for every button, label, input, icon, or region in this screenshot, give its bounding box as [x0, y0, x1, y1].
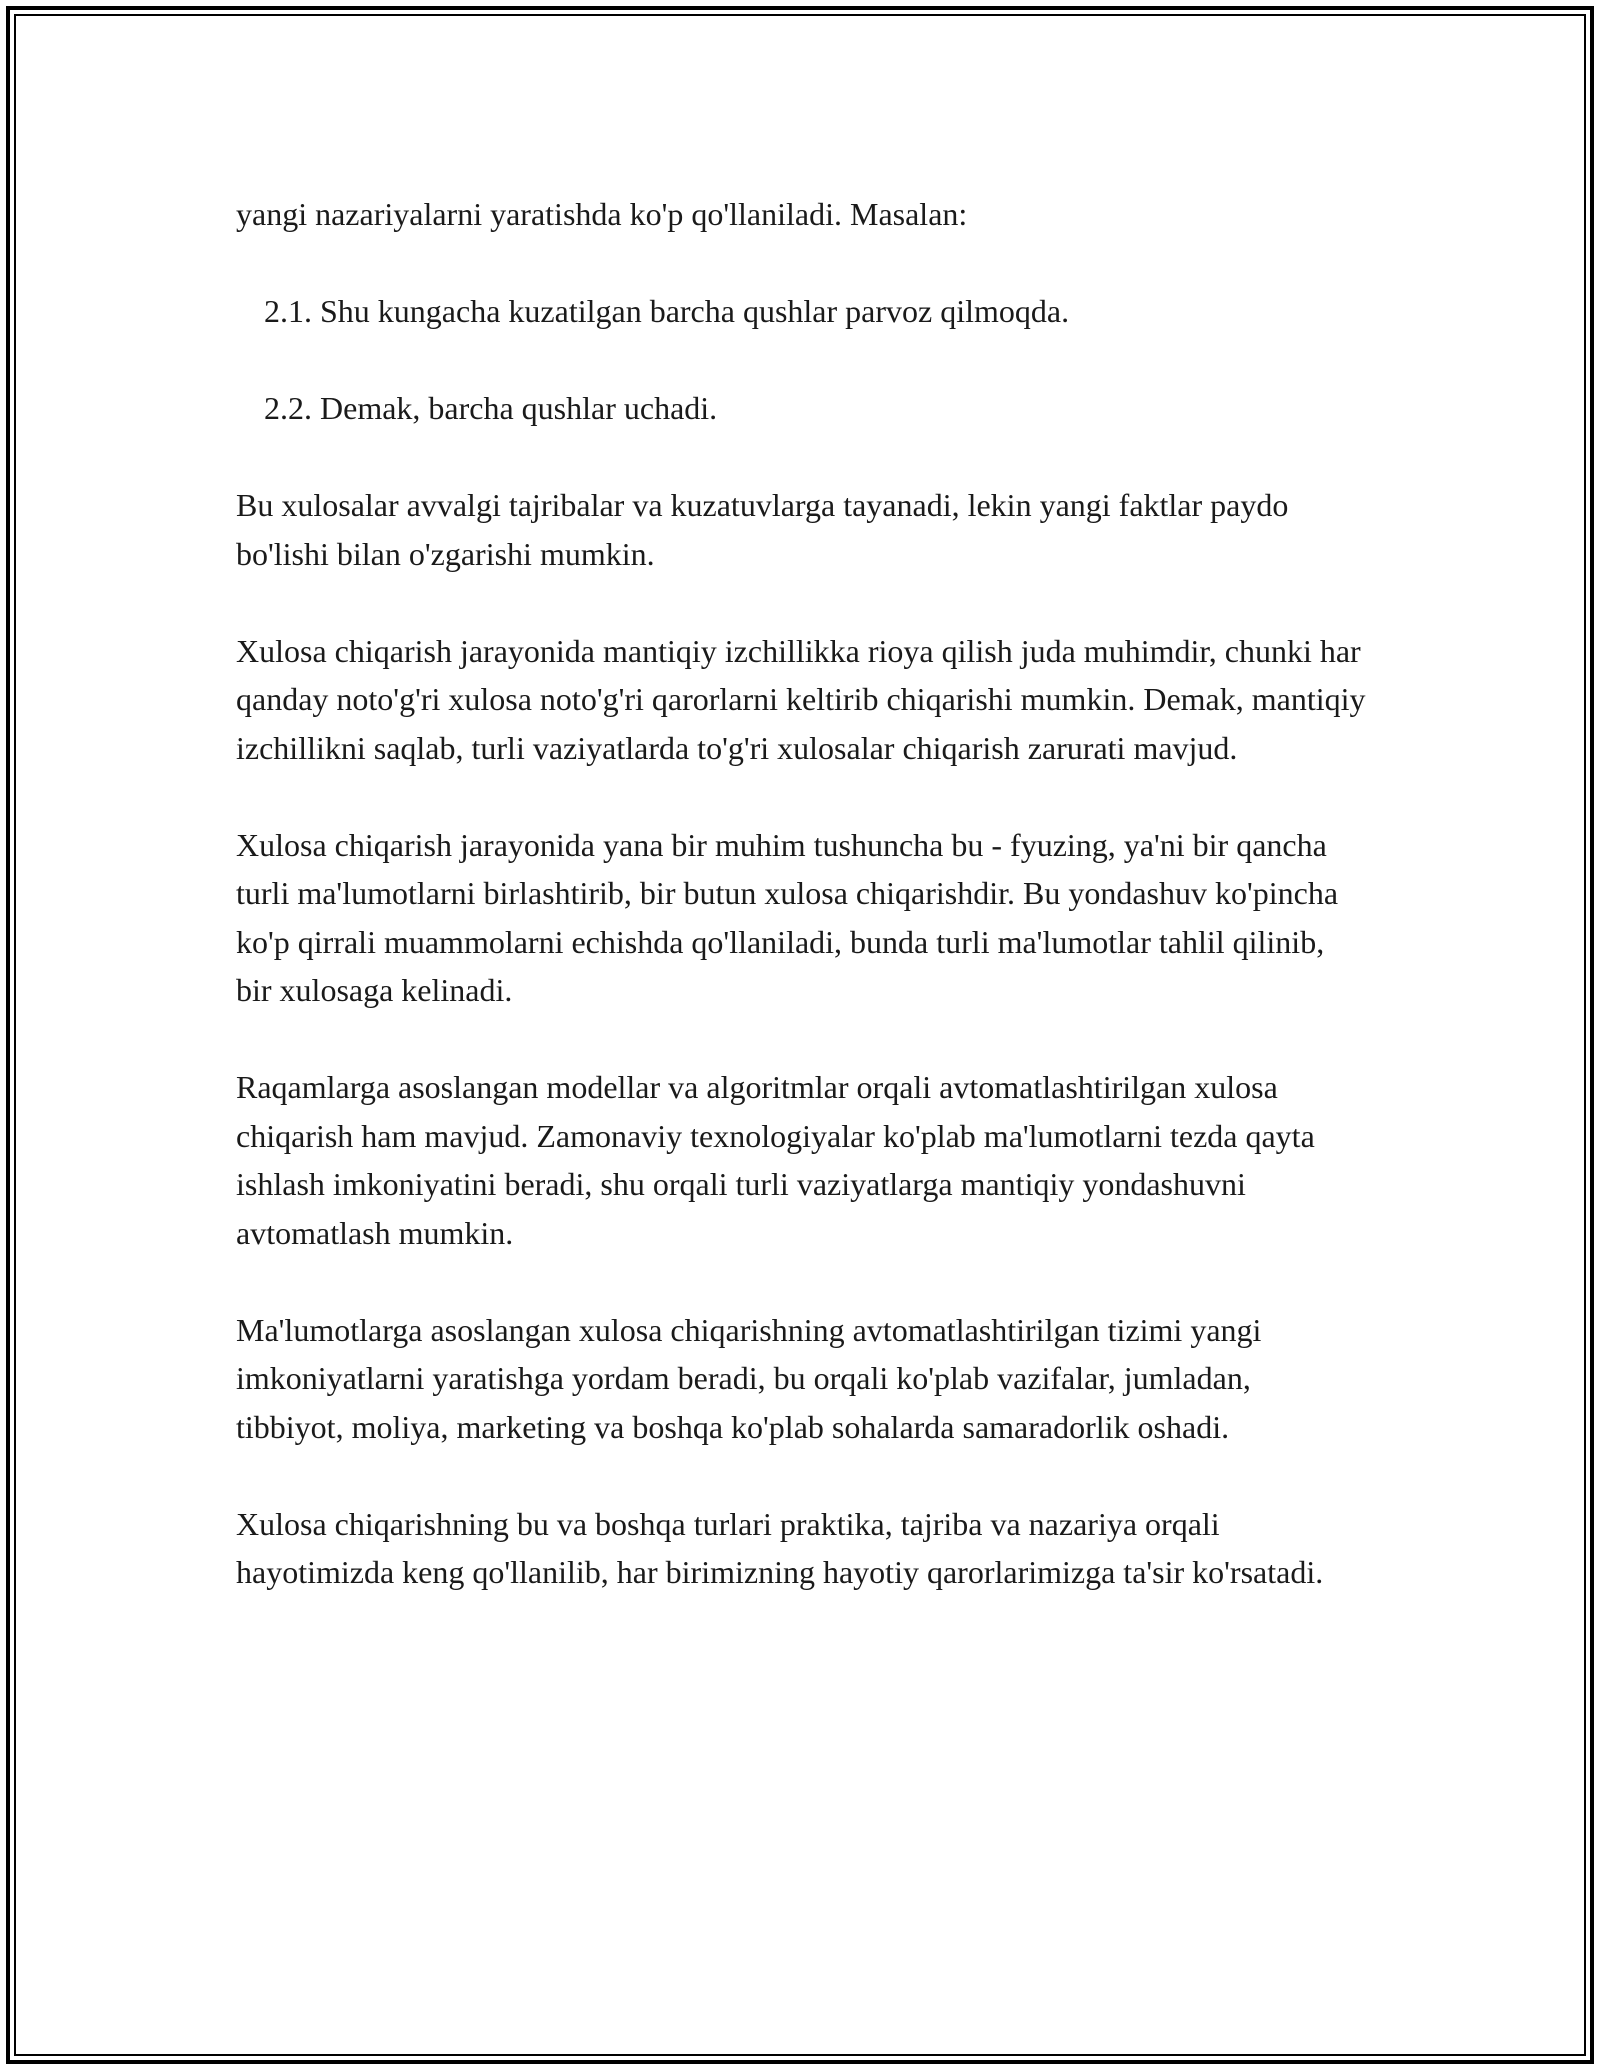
paragraph-4: Raqamlarga asoslangan modellar va algoritmlar orqali avtomatlashtirilgan xulosa chiqarish ham mavjud. Zamonaviy texnologiyalar ko'plab ma'lumotlarni tezda qayta ishlash imkoniyatini beradi, shu orqali turli vaziyatlarga mantiqiy yondashuvni avtomatlash mumkin. — [236, 1069, 1315, 1251]
paragraph-intro: yangi nazariyalarni yaratishda ko'p qo'llaniladi. Masalan: — [236, 196, 968, 232]
list-item-2-2: 2.2. Demak, barcha qushlar uchadi. — [264, 390, 718, 426]
paragraph-2: Xulosa chiqarish jarayonida mantiqiy izchillikka rioya qilish juda muhimdir, chunki har qanday noto'g'ri xulosa noto'g'ri qarorlarni keltirib chiqarishi mumkin. Demak, mantiqiy izchillikni saqlab, turli vaziyatlarda to'g'ri xulosalar chiqarish zarurati mavjud. — [236, 632, 1366, 766]
document-body — [236, 190, 1366, 1645]
paragraph-5: Ma'lumotlarga asoslangan xulosa chiqarishning avtomatlashtirilgan tizimi yangi imkoniyatlarni yaratishga yordam beradi, bu orqali ko'plab vazifalar, jumladan, tibbiyot, moliya, marketing va boshqa ko'plab sohalarda samaradorlik oshadi. — [236, 1311, 1262, 1445]
paragraph-6: Xulosa chiqarishning bu va boshqa turlari praktika, tajriba va nazariya orqali hayotimizda keng qo'llanilib, har birimizning hayotiy qarorlarimizga ta'sir ko'rsatadi. — [236, 1505, 1324, 1590]
paragraph-3: Xulosa chiqarish jarayonida yana bir muhim tushuncha bu - fyuzing, ya'ni bir qancha turli ma'lumotlarni birlashtirib, bir butun xulosa chiqarishdir. Bu yondashuv ko'pincha ko'p qirrali muammolarni echishda qo'llaniladi, bunda turli ma'lumotlar tahlil qilinib, bir xulosaga kelinadi. — [236, 826, 1339, 1008]
paragraph-1: Bu xulosalar avvalgi tajribalar va kuzatuvlarga tayanadi, lekin yangi faktlar paydo bo'lishi bilan o'zgarishi mumkin. — [236, 487, 1289, 572]
list-item-2-1: 2.1. Shu kungacha kuzatilgan barcha qushlar parvoz qilmoqda. — [264, 293, 1070, 329]
